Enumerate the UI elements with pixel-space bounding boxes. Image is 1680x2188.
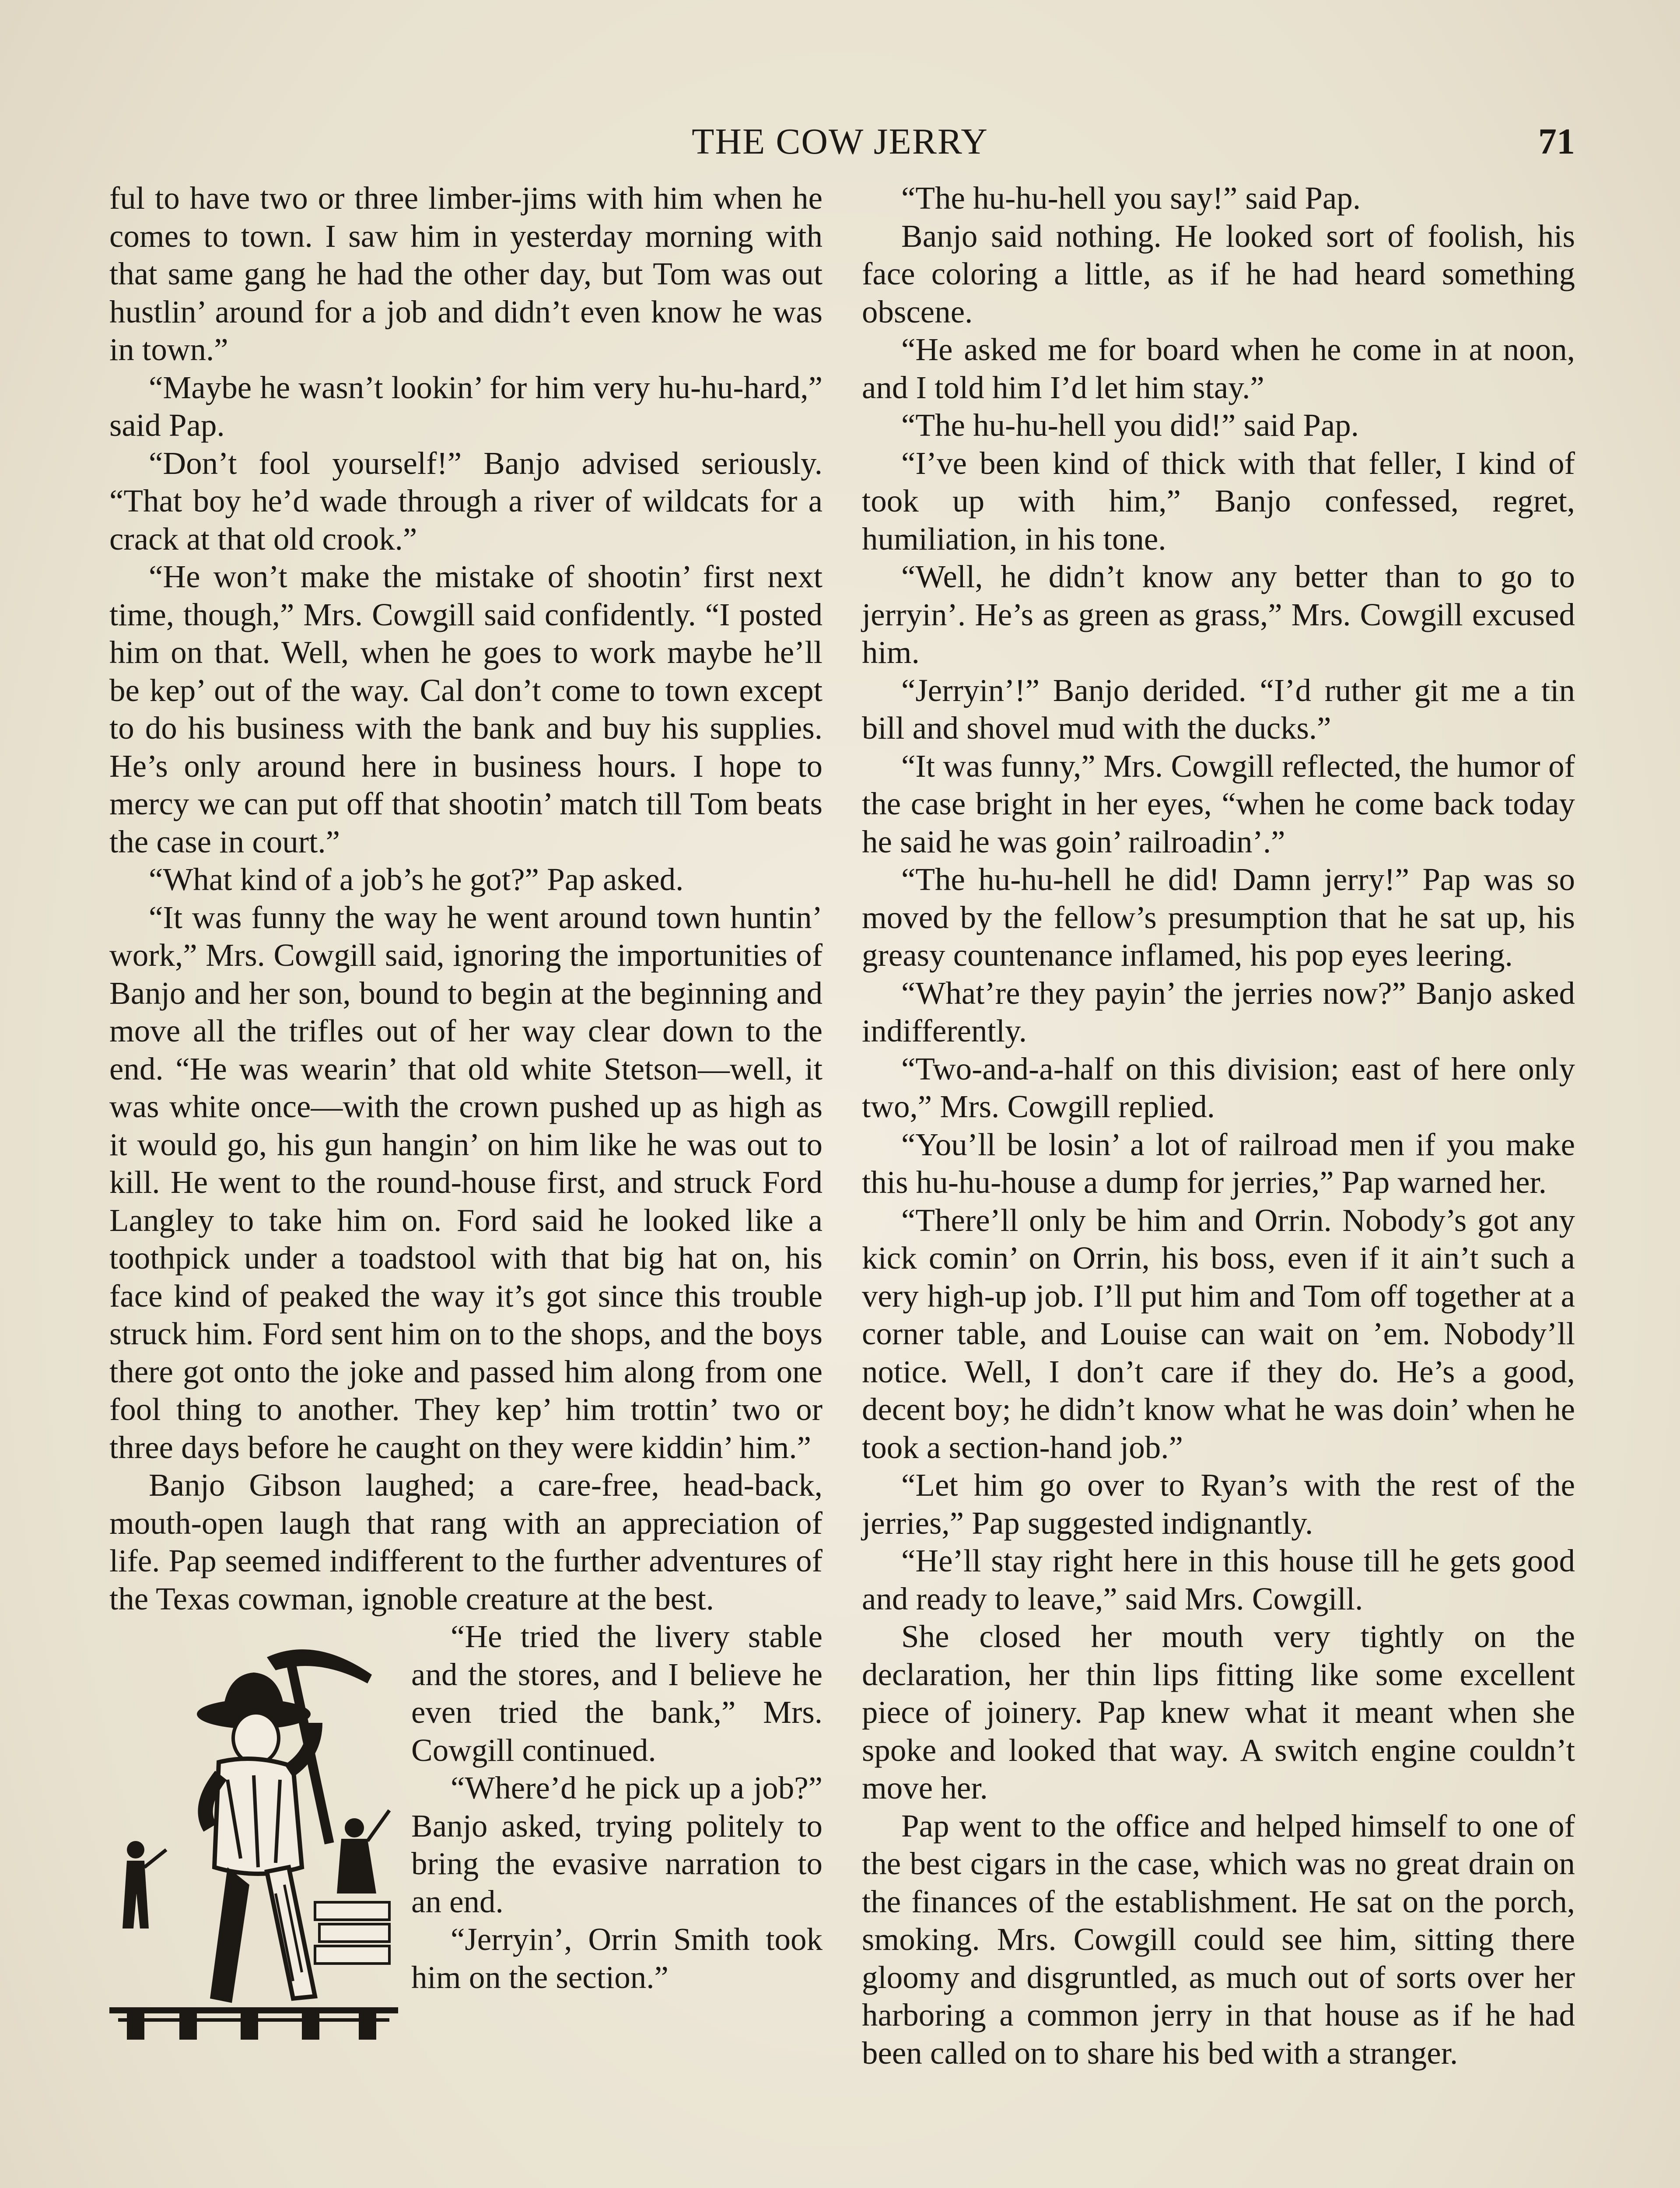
paragraph: Banjo Gibson laughed; a care-free, head-back, mouth-open laugh that rang with an appreciation of life. Pap seemed indifferent to the further adventures of the Texas cowman, ignoble creature at the best. xyxy=(109,1467,822,1616)
paragraph: “Jerryin’!” Banjo derided. “I’d ruther git me a tin bill and shovel mud with the ducks.” xyxy=(862,672,1575,746)
paragraph: She closed her mouth very tightly on the declaration, her thin lips fitting like some excellent piece of joinery. Pap knew what it meant when she spoke and looked that way. A switch engine couldn’t move her. xyxy=(862,1619,1575,1806)
paragraph: “You’ll be losin’ a lot of railroad men if you make this hu-hu-house a dump for jerries,” Pap warned her. xyxy=(862,1126,1575,1200)
paragraph: “Jerryin’, Orrin Smith took him on the section.” xyxy=(411,1922,822,1995)
paragraph: “I’ve been kind of thick with that feller, I kind of took up with him,” Banjo confessed, regret, humiliation, in his tone. xyxy=(862,445,1575,557)
page-number: 71 xyxy=(1538,121,1575,162)
paragraph: “He won’t make the mistake of shootin’ first next time, though,” Mrs. Cowgill said confidently. “I posted him on that. Well, when he goes to work maybe he’ll be kep’ out of the way. Cal don’t come to town except to do his business with the bank and buy his supplies. He’s only around here in business hours. I hope to mercy we can put off that shootin’ match till Tom beats the case in court.” xyxy=(109,559,822,859)
paragraph: “Two-and-a-half on this division; east of here only two,” Mrs. Cowgill replied. xyxy=(862,1051,1575,1124)
paragraph: “What kind of a job’s he got?” Pap asked. xyxy=(149,862,684,897)
paragraph: “He asked me for board when he come in at noon, and I told him I’d let him stay.” xyxy=(862,332,1575,405)
section-hand-illustration-icon xyxy=(109,1622,398,2051)
paragraph: “There’ll only be him and Orrin. Nobody’s got any kick comin’ on Orrin, his boss, even if it ain’t such a very high-up job. I’ll put him and Tom off together at a corner table, and Louise can wait on ’em. Nobody’ll notice. Well, I don’t care if they do. He’s a good, decent boy; he didn’t know what he was doin’ when he took a section-hand job.” xyxy=(862,1202,1575,1465)
paragraph: “Where’d he pick up a job?” Banjo asked, trying politely to bring the evasive narration to an end. xyxy=(411,1770,822,1919)
paragraph: “The hu-hu-hell he did! Damn jerry!” Pap was so moved by the fellow’s presumption that he sat up, his greasy countenance inflamed, his pop eyes leering. xyxy=(862,862,1575,973)
paragraph: “Let him go over to Ryan’s with the rest of the jerries,” Pap suggested indignantly. xyxy=(862,1467,1575,1541)
paragraph: Pap went to the office and helped himself to one of the best cigars in the case, which was no great drain on the finances of the establishment. He sat on the porch, smoking. Mrs. Cowgill could see him, sitting there gloomy and disgruntled, as much out of sorts over her harboring a common jerry in that house as if he had been called on to share his bed with a stranger. xyxy=(862,1808,1575,2071)
paragraph: “Don’t fool yourself!” Banjo advised seriously. “That boy he’d wade through a river of wildcats for a crack at that old crook.” xyxy=(109,445,822,557)
paragraph: “Maybe he wasn’t lookin’ for him very hu-hu-hard,” said Pap. xyxy=(109,369,822,443)
paragraph: “He tried the livery stable and the stores, and I believe he even tried the bank,” Mrs. Cowgill continued. xyxy=(411,1619,822,1768)
paragraph: “He’ll stay right here in this house till he gets good and ready to leave,” said Mrs. Cowgill. xyxy=(862,1543,1575,1616)
paragraph: Banjo said nothing. He looked sort of foolish, his face coloring a little, as if he had heard something obscene. xyxy=(862,218,1575,330)
paragraph: “Well, he didn’t know any better than to go to jerryin’. He’s as green as grass,” Mrs. Cowgill excused him. xyxy=(862,559,1575,670)
paragraph: ful to have two or three limber-jims with him when he comes to town. I saw him in yesterday morning with that same gang he had the other day, but Tom was out hustlin’ around for a job and didn’t even know he was in town.” xyxy=(109,180,822,367)
paragraph: “The hu-hu-hell you did!” said Pap. xyxy=(901,407,1359,443)
right-column xyxy=(862,179,1575,2072)
paragraph: “It was funny,” Mrs. Cowgill reflected, the humor of the case bright in her eyes, “when he come back today he said he was goin’ railroadin’.” xyxy=(862,748,1575,859)
left-column xyxy=(109,179,822,2051)
paragraph: “What’re they payin’ the jerries now?” Banjo asked indifferently. xyxy=(862,975,1575,1048)
paragraph: “It was funny the way he went around town huntin’ work,” Mrs. Cowgill said, ignoring the importunities of Banjo and her son, bound to begin at the beginning and move all the trifles out of her way clear down to the end. “He was wearin’ that old white Stetson—well, it was white once—with the crown pushed up as high as it would go, his gun hangin’ on him like he was out to kill. He went to the round-house first, and struck Ford Langley to take him on. Ford said he looked like a toothpick under a toadstool with that big hat on, his face kind of peaked the way it’s got since this trouble struck him. Ford sent him on to the shops, and the boys there got onto the joke and passed him along from one fool thing to another. They kep’ him trottin’ two or three days before he caught on they were kiddin’ him.” xyxy=(109,899,822,1465)
running-head: THE COW JERRY xyxy=(692,121,988,162)
paragraph: “The hu-hu-hell you say!” said Pap. xyxy=(901,180,1361,216)
